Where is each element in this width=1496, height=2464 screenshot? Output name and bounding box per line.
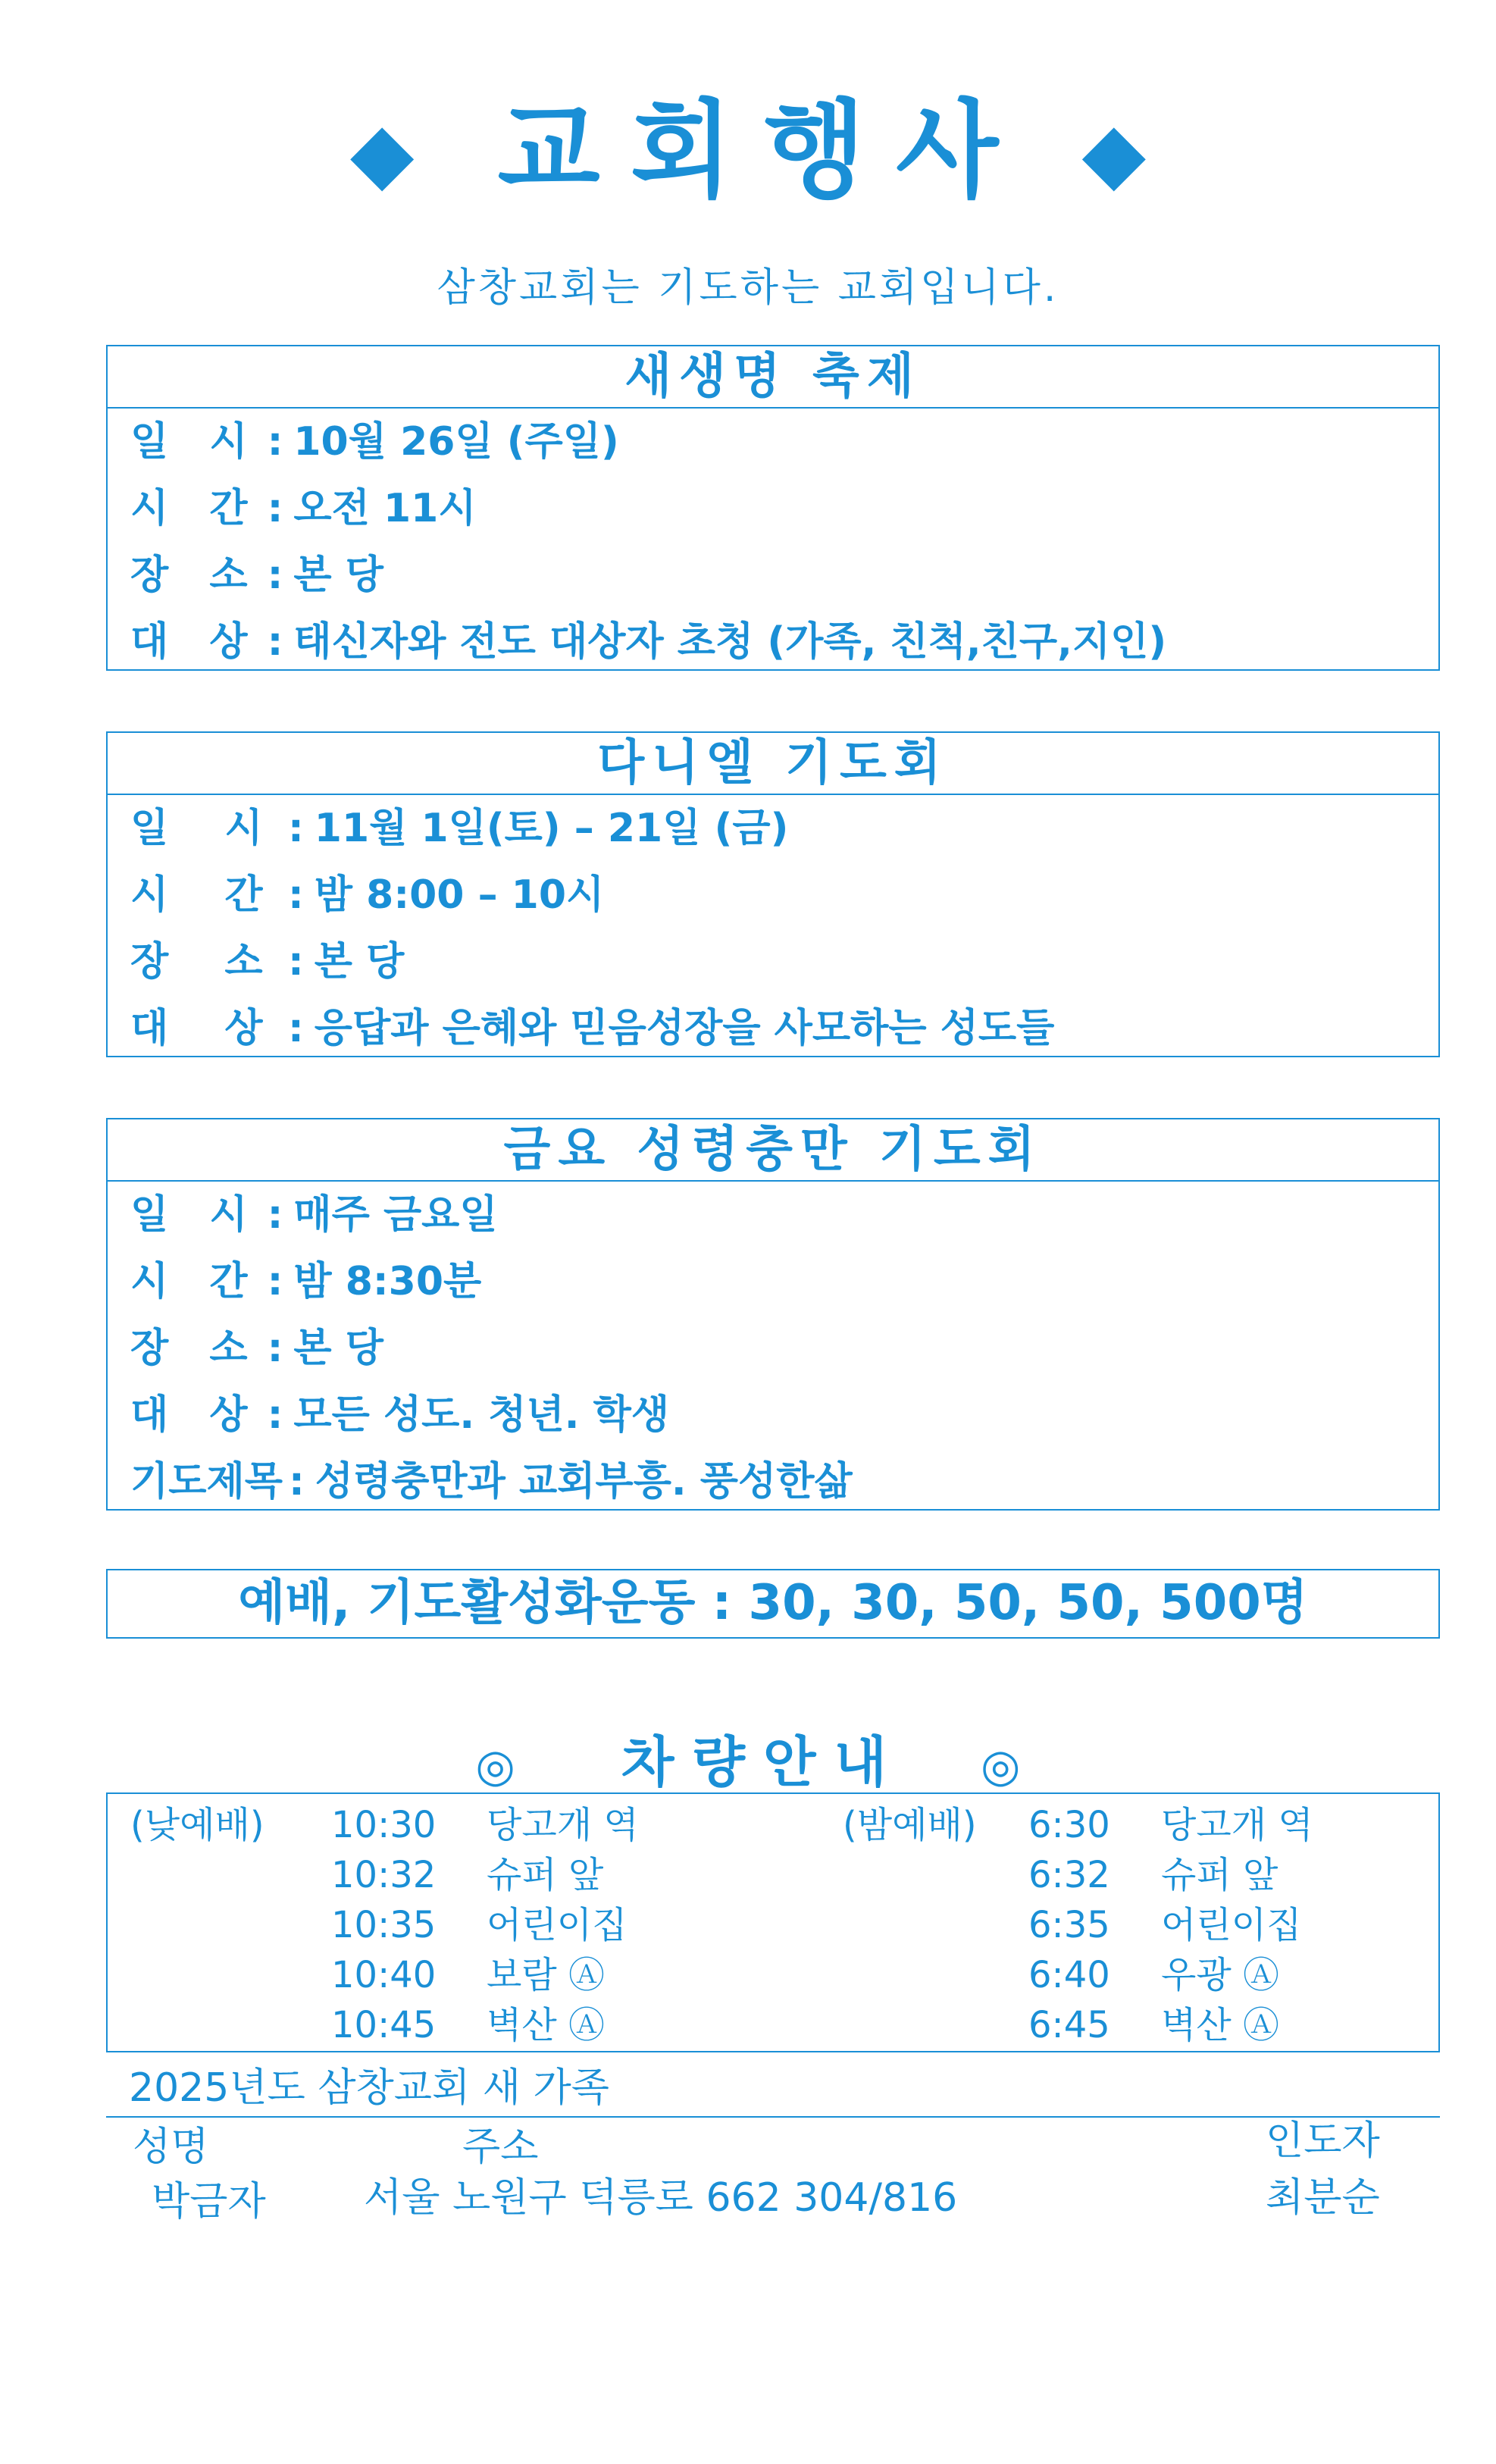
stop-time: 6:40 — [1028, 1954, 1110, 1996]
divider — [106, 2116, 1440, 2118]
event-row: 대 상 : 태신자와 전도 대상자 초청 (가족, 친척,친구,지인) — [108, 609, 1438, 675]
member-address: 서울 노원구 덕릉로 662 304/816 — [364, 2175, 958, 2221]
row-label: 장 소 — [130, 1326, 261, 1371]
event-row: 일 시 : 11월 1일(토) – 21일 (금) — [108, 795, 1438, 862]
event-row: 장 소 : 본 당 — [108, 1315, 1438, 1382]
member-guide: 최분순 — [1266, 2175, 1380, 2221]
row-label: 일 시 — [130, 1192, 261, 1238]
page-subtitle: 삼창교회는 기도하는 교회입니다. — [437, 265, 1059, 311]
stop-place: 벽산 Ⓐ — [1161, 2004, 1279, 2046]
stop-place: 당고개 역 — [487, 1804, 639, 1846]
event-row: 일 시 : 매주 금요일 — [108, 1182, 1438, 1248]
row-value: 모든 성도. 청년. 학생 — [293, 1392, 670, 1438]
row-value: 성령충만과 교회부흥. 풍성한삶 — [315, 1459, 853, 1504]
row-label: 장 소 — [130, 939, 284, 985]
prayer-campaign-slogan: 예배, 기도활성화운동 : 30, 30, 50, 50, 500명 — [106, 1569, 1440, 1639]
stop-time: 6:45 — [1028, 2004, 1110, 2046]
page-title — [0, 91, 1496, 213]
event-row: 시 간 : 밤 8:30분 — [108, 1248, 1438, 1315]
event-title: 새생명 축제 — [108, 346, 1438, 409]
vehicle-title — [0, 1728, 1496, 1800]
stop-time: 6:30 — [1028, 1804, 1110, 1846]
row-value: 11월 1일(토) – 21일 (금) — [314, 806, 789, 851]
stop-time: 6:32 — [1028, 1854, 1110, 1896]
stop-time: 10:35 — [331, 1904, 437, 1946]
row-label: 대 상 — [130, 1006, 284, 1051]
page-title-text: 교회행사 — [497, 89, 1029, 213]
night-service-label: (밤예배) — [843, 1804, 977, 1846]
header-name: 성명 — [133, 2124, 209, 2170]
row-label: 시 간 — [130, 872, 284, 918]
stop-place: 어린이집 — [1161, 1904, 1302, 1946]
row-label: 시 간 — [130, 1259, 261, 1304]
event-title: 다니엘 기도회 — [108, 733, 1438, 795]
row-value: 본 당 — [293, 553, 383, 598]
stop-place: 슈퍼 앞 — [1161, 1854, 1278, 1896]
circle-mark-left-icon: ◎ — [475, 1739, 515, 1792]
stop-place: 당고개 역 — [1161, 1804, 1313, 1846]
row-label: 일 시 — [130, 806, 284, 851]
row-label: 장 소 — [130, 553, 261, 598]
row-label: 기도제목 — [130, 1459, 283, 1504]
event-row: 장 소 : 본 당 — [108, 542, 1438, 609]
event-row: 대 상 : 응답과 은혜와 믿음성장을 사모하는 성도들 — [108, 995, 1438, 1062]
header-address: 주소 — [462, 2124, 539, 2170]
row-label: 대 상 — [130, 619, 261, 665]
event-title: 금요 성령충만 기도회 — [108, 1119, 1438, 1182]
event-row: 시 간 : 밤 8:00 – 10시 — [108, 862, 1438, 928]
diamond-left-icon: ◆ — [349, 104, 415, 201]
row-value: 밤 8:00 – 10시 — [314, 872, 605, 918]
stop-time: 10:40 — [331, 1954, 437, 1996]
event-row: 일 시 : 10월 26일 (주일) — [108, 409, 1438, 475]
row-value: 10월 26일 (주일) — [293, 419, 619, 465]
row-value: 밤 8:30분 — [293, 1259, 482, 1304]
vehicle-schedule-box — [106, 1792, 1440, 2052]
stop-place: 슈퍼 앞 — [487, 1854, 604, 1896]
header-guide: 인도자 — [1266, 2118, 1380, 2164]
stop-time: 10:45 — [331, 2004, 437, 2046]
stop-time: 10:30 — [331, 1804, 437, 1846]
row-value: 본 당 — [293, 1326, 383, 1371]
stop-time: 10:32 — [331, 1854, 437, 1896]
row-value: 태신자와 전도 대상자 초청 (가족, 친척,친구,지인) — [293, 619, 1167, 665]
event-box-friday-prayer — [106, 1118, 1440, 1511]
member-name: 박금자 — [152, 2179, 266, 2224]
stop-place: 벽산 Ⓐ — [487, 2004, 605, 2046]
stop-place: 어린이집 — [487, 1904, 628, 1946]
row-label: 대 상 — [130, 1392, 261, 1438]
event-row: 대 상 : 모든 성도. 청년. 학생 — [108, 1382, 1438, 1448]
circle-mark-right-icon: ◎ — [981, 1739, 1021, 1792]
row-label: 시 간 — [130, 486, 261, 531]
stop-place: 보람 Ⓐ — [487, 1954, 605, 1996]
row-label: 일 시 — [130, 419, 261, 465]
stop-place: 우광 Ⓐ — [1161, 1954, 1279, 1996]
row-value: 본 당 — [314, 939, 405, 985]
day-service-label: (낮예배) — [130, 1804, 264, 1846]
diamond-right-icon: ◆ — [1081, 104, 1147, 201]
event-box-new-life-festival — [106, 345, 1440, 671]
event-row: 기도제목 : 성령충만과 교회부흥. 풍성한삶 — [108, 1448, 1438, 1515]
row-value: 응답과 은혜와 믿음성장을 사모하는 성도들 — [314, 1006, 1055, 1051]
event-box-daniel-prayer — [106, 731, 1440, 1057]
new-family-title: 2025년도 삼창교회 새 가족 — [129, 2065, 610, 2111]
row-value: 매주 금요일 — [293, 1192, 498, 1238]
event-row: 장 소 : 본 당 — [108, 928, 1438, 995]
event-row: 시 간 : 오전 11시 — [108, 475, 1438, 542]
vehicle-title-text: 차량안내 — [621, 1730, 906, 1794]
row-value: 오전 11시 — [293, 486, 477, 531]
stop-time: 6:35 — [1028, 1904, 1110, 1946]
